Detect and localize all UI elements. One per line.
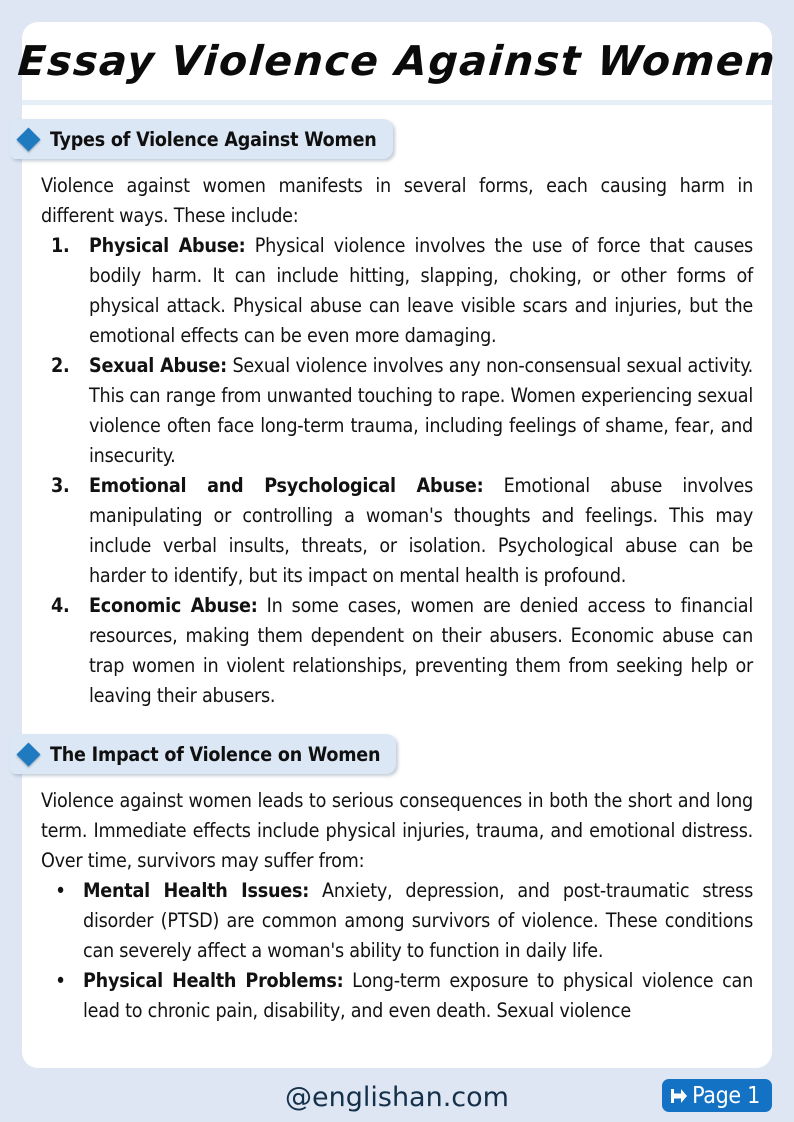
diamond-icon <box>16 742 40 766</box>
list-marker: 3. <box>51 474 70 497</box>
section-header-impact-of-violence <box>10 734 396 774</box>
list-item-text: Long-term exposure to physical violence can lead to chronic pain, disability, and even death. Sexual violence <box>83 969 753 1022</box>
list-item-lead: Economic Abuse: <box>89 594 258 617</box>
section-2-intro: Violence against women leads to serious consequences in both the short and long term. Immediate effects include physical injuries, trauma, and emotional distress. Over time, survivors may suffer from: <box>41 789 753 872</box>
page-number-badge <box>662 1079 772 1112</box>
title-card <box>16 22 778 100</box>
list-marker: 2. <box>51 354 70 377</box>
list-item <box>41 966 753 1026</box>
list-item <box>41 591 753 711</box>
section-1-list <box>41 231 753 711</box>
list-item-text: In some cases, women are denied access to financial resources, making them dependent on their abusers. Economic abuse can trap women in violent relationships, preventing them from seeking help or leaving their abusers. <box>89 594 753 707</box>
list-item-text: Sexual violence involves any non-consensual sexual activity. This can range from unwanted touching to rape. Women experiencing sexual violence often face long-term trauma, including feelings of shame, fear, and insecurity. <box>89 354 753 467</box>
arrow-right-icon <box>670 1086 688 1106</box>
list-marker: • <box>55 969 66 993</box>
page-title: Essay Violence Against Women <box>16 37 778 85</box>
list-item <box>41 231 753 351</box>
site-credit: @englishan.com <box>285 1081 509 1113</box>
list-item-text: Emotional abuse involves manipulating or controlling a woman's thoughts and feelings. This may include verbal insults, threats, or isolation. Psychological abuse can be harder to identify, but its impact on mental health is profound. <box>89 474 753 587</box>
diamond-icon <box>16 127 40 151</box>
list-item-lead: Mental Health Issues: <box>83 879 310 902</box>
list-item-text: Physical violence involves the use of force that causes bodily harm. It can include hitting, slapping, choking, or other forms of physical attack. Physical abuse can leave visible scars and injuries, but the emotional effects can be even more damaging. <box>89 234 753 347</box>
page-number-label: Page 1 <box>692 1082 760 1109</box>
list-item-lead: Sexual Abuse: <box>89 354 227 377</box>
list-marker: 4. <box>51 594 70 617</box>
list-item-lead: Physical Health Problems: <box>83 969 344 992</box>
list-item <box>41 876 753 966</box>
section-1-intro: Violence against women manifests in several forms, each causing harm in different ways. These include: <box>41 174 753 227</box>
list-marker: 1. <box>51 234 70 257</box>
list-item <box>41 471 753 591</box>
body-card <box>22 105 772 1068</box>
section-header-label: Types of Violence Against Women <box>50 127 377 151</box>
list-item-lead: Physical Abuse: <box>89 234 246 257</box>
list-item-text: Anxiety, depression, and post-traumatic stress disorder (PTSD) are common among survivors of violence. These conditions can severely affect a woman's ability to function in daily life. <box>83 879 753 962</box>
list-item <box>41 351 753 471</box>
section-2-content <box>41 786 753 1026</box>
section-header-types-of-violence <box>10 119 393 159</box>
list-marker: • <box>55 879 66 903</box>
list-item-lead: Emotional and Psychological Abuse: <box>89 474 484 497</box>
section-1-content <box>41 171 753 711</box>
section-2-list <box>41 876 753 1026</box>
section-header-label: The Impact of Violence on Women <box>50 742 381 766</box>
